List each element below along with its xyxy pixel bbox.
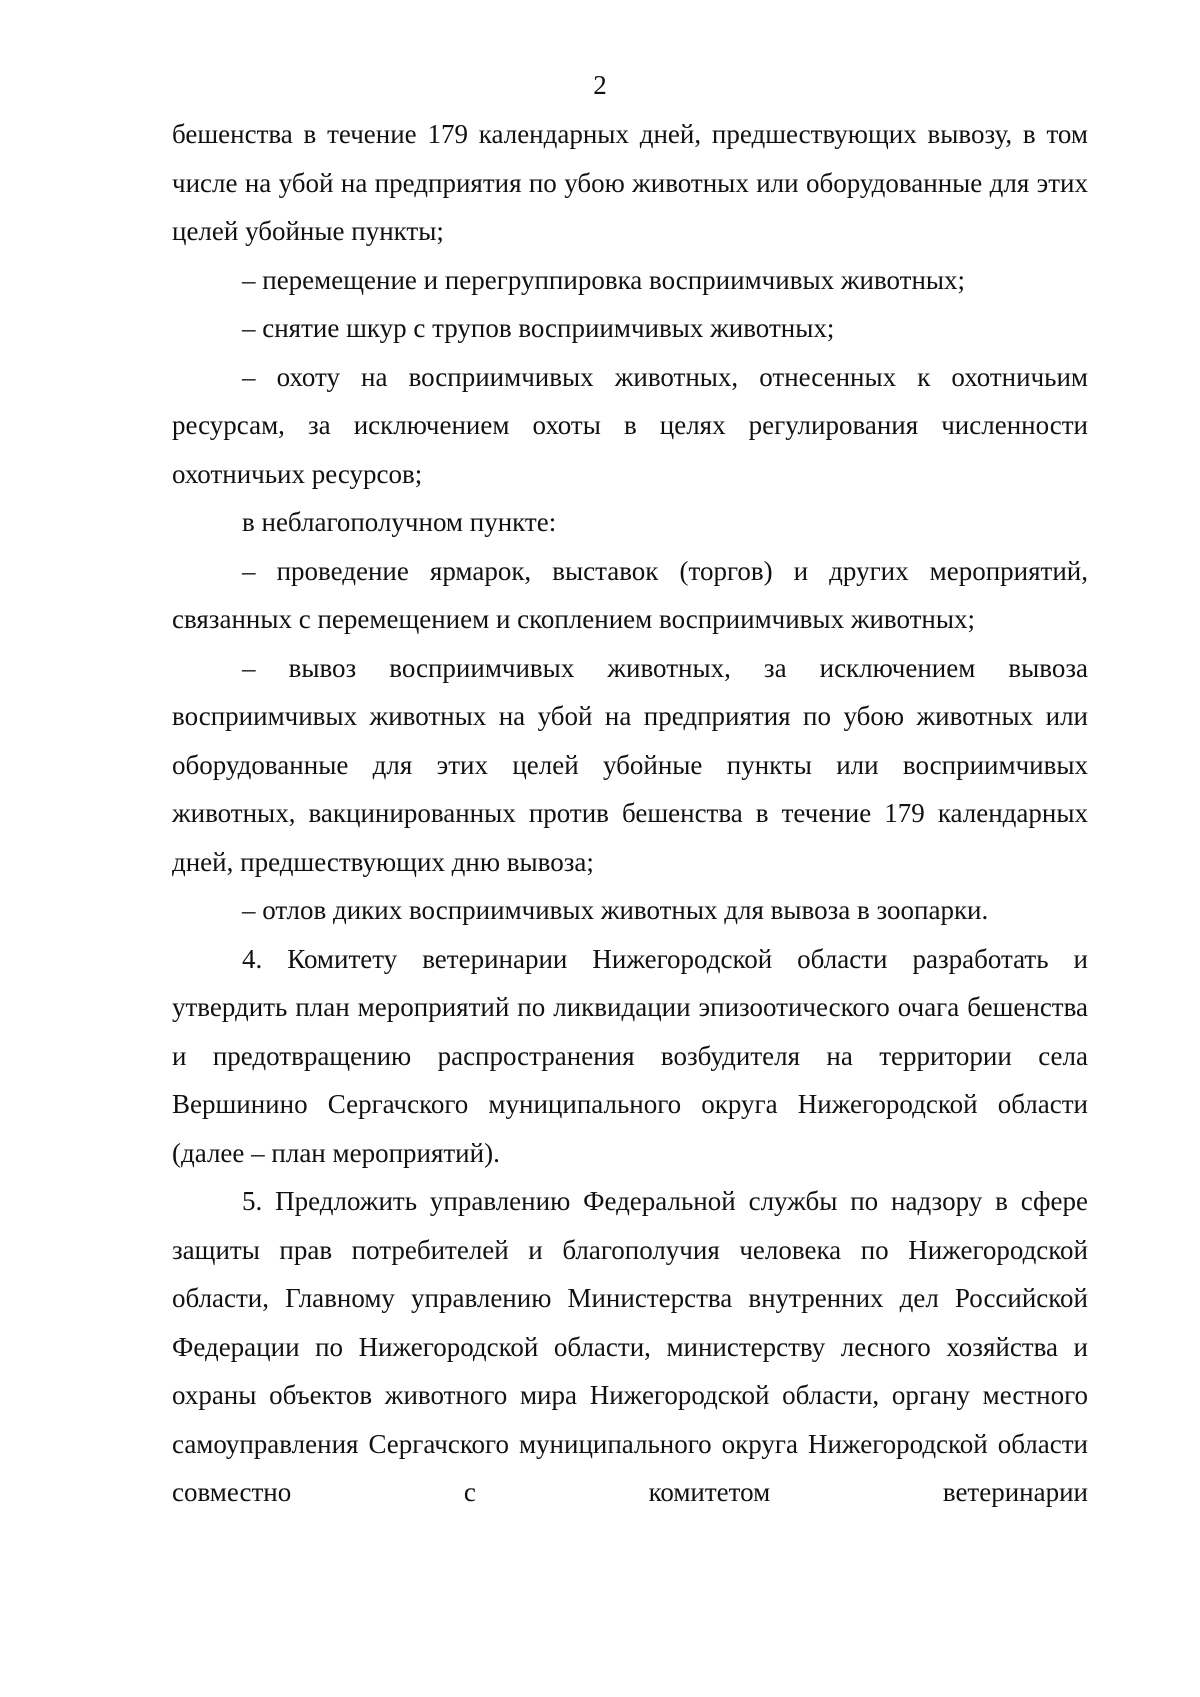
- paragraph-ban-export: – вывоз восприимчивых животных, за исключением вывоза восприимчивых животных на убой на предприятия по убою животных или оборудованные для этих целей убойные пункты или восприимчивых животных, вакцинированных против бешенства в течение 179 календарных дней, предшествующих дню вывоза;: [172, 652, 1088, 877]
- paragraph-ban-skinning: – снятие шкур с трупов восприимчивых животных;: [242, 313, 835, 343]
- paragraph-item-5: 5. Предложить управлению Федеральной службы по надзору в сфере защиты прав потребителей и благополучия человека по Нижегородской области, Главному управлению Министерства внутренних дел Российской Федерации по Нижегородской области, министерству лесного хозяйства и охраны объектов животного мира Нижегородской области, органу местного самоуправления Сергачского муниципального округа Нижегородской области совместно с комитетом ветеринарии: [172, 1186, 1088, 1507]
- paragraph-ban-fairs: – проведение ярмарок, выставок (торгов) и других мероприятий, связанных с перемещением и скоплением восприимчивых животных;: [172, 555, 1088, 634]
- paragraph-ban-hunting: – охоту на восприимчивых животных, отнесенных к охотничьим ресурсам, за исключением охоты в целях регулирования численности охотничьих ресурсов;: [172, 361, 1088, 489]
- document-body: [172, 110, 1088, 1517]
- paragraph-unfavorable-point: в неблагополучном пункте:: [242, 507, 557, 537]
- paragraph-ban-relocation: – перемещение и перегруппировка восприимчивых животных;: [242, 264, 966, 295]
- page-number: 2: [593, 70, 607, 100]
- paragraph-item-4: 4. Комитету ветеринарии Нижегородской области разработать и утвердить план мероприятий по ликвидации эпизоотического очага бешенства и предотвращению распространения возбудителя на территории села Вершинино Сергачского муниципального округа Нижегородской области (далее – план мероприятий).: [172, 943, 1088, 1168]
- paragraph-continuation: бешенства в течение 179 календарных дней, предшествующих вывозу, в том числе на убой на предприятия по убою животных или оборудованные для этих целей убойные пункты;: [172, 119, 1088, 246]
- paragraph-ban-trapping: – отлов диких восприимчивых животных для вывоза в зоопарки.: [242, 895, 989, 925]
